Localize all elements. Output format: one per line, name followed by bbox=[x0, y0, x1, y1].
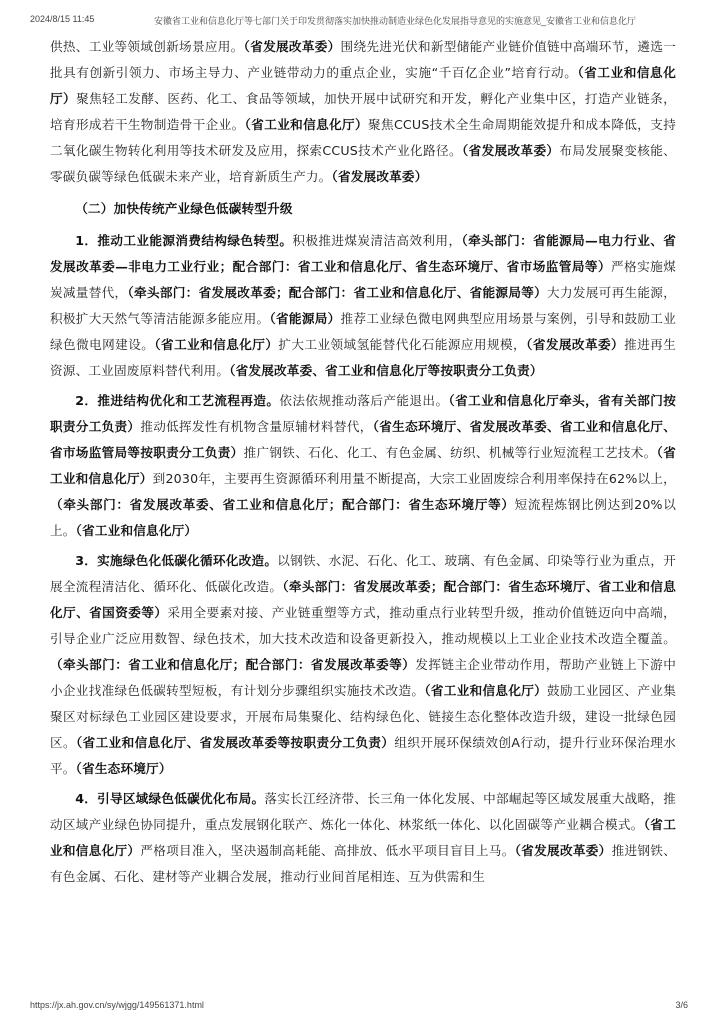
responsible-dept: （省发展改革委） bbox=[243, 39, 341, 54]
section-heading-text: （二）加快传统产业绿色低碳转型升级 bbox=[75, 201, 293, 216]
responsible-dept: （省生态环境厅） bbox=[75, 761, 172, 776]
body-text: 以钢铁、水泥、石化、化工、玻璃、有色金属、印染等行业为重点，开展全流程清洁化、循环化、低碳化改造。 bbox=[50, 553, 676, 594]
responsible-dept: （省工业和信息化厅） bbox=[424, 683, 548, 698]
responsible-dept: （省发展改革委、省工业和信息化厅等按职责分工负责） bbox=[229, 363, 543, 378]
body-text: 聚焦轻工发酵、医药、化工、食品等领域，加快开展中试研究和开发，孵化产业集中区，打造产业链条，培育形成若干生物制造骨干企业。 bbox=[50, 91, 676, 132]
responsible-dept: （省发展改革委） bbox=[526, 337, 625, 352]
responsible-dept: （省工业和信息化厅） bbox=[75, 523, 198, 538]
body-text: 严格实施煤炭减量替代， bbox=[50, 259, 676, 300]
body-text: 大力发展可再生能源，积极扩大天然气等清洁能源多能应用。 bbox=[50, 285, 676, 326]
responsible-dept: （省工业和信息化厅） bbox=[50, 817, 676, 858]
document-title: 安徽省工业和信息化厅等七部门关于印发贯彻落实加快推动制造业绿色化发展指导意见的实施意见_安徽省工业和信息化厅 bbox=[154, 16, 637, 26]
item-3-paragraph bbox=[50, 548, 676, 782]
responsible-dept: （省工业和信息化厅牵头，省有关部门按职责分工负责） bbox=[50, 393, 676, 434]
body-text: 组织开展环保绩效创A行动，提升行业环保治理水平。 bbox=[50, 735, 677, 776]
item-2-paragraph bbox=[50, 388, 676, 544]
paragraph-continued bbox=[50, 34, 676, 190]
body-text: 围绕先进光伏和新型储能产业链价值链中高端环节，遴选一批具有创新引领力、市场主导力、产业链带动力的重点企业，实施“千百亿企业”培育行动。 bbox=[50, 39, 676, 80]
body-text: 推广钢铁、石化、化工、有色金属、纺织、机械等行业短流程工艺技术。 bbox=[243, 445, 657, 460]
responsible-dept: （牵头部门：省工业和信息化厅；配合部门：省发展改革委等） bbox=[50, 657, 416, 672]
print-date: 2024/8/15 11:45 bbox=[30, 14, 95, 24]
page-number: 3/6 bbox=[675, 1000, 688, 1010]
item-title: 4．引导区域绿色低碳优化布局。 bbox=[75, 791, 265, 806]
responsible-dept: （省生态环境厅、省发展改革委、省工业和信息化厅、省市场监管局等按职责分工负责） bbox=[50, 419, 676, 460]
section-heading bbox=[50, 196, 676, 222]
responsible-dept: （牵头部门：省发展改革委、省工业和信息化厅；配合部门：省生态环境厅等） bbox=[50, 497, 515, 512]
responsible-dept: （省发展改革委） bbox=[331, 169, 428, 184]
body-text: 短流程炼钢比例达到20%以上。 bbox=[50, 497, 677, 538]
item-title: 1．推动工业能源消费结构绿色转型。 bbox=[75, 233, 293, 248]
responsible-dept: （牵头部门：省发展改革委；配合部门：省生态环境厅、省工业和信息化厅、省国资委等） bbox=[50, 579, 676, 620]
item-title: 3．实施绿色化低碳化循环化改造。 bbox=[75, 553, 278, 568]
body-text: 扩大工业领域氢能替代化石能源应用规模， bbox=[278, 337, 527, 352]
responsible-dept: （省工业和信息化厅） bbox=[244, 117, 368, 132]
responsible-dept: （省工业和信息化厅） bbox=[50, 65, 676, 106]
item-title: 2．推进结构优化和工艺流程再造。 bbox=[75, 393, 280, 408]
body-text: 布局发展聚变核能、零碳负碳等绿色低碳未来产业，培育新质生产力。 bbox=[50, 143, 676, 184]
body-text: 到2030年，主要再生资源循环利用量不断提高，大宗工业固废综合利用率保持在62%以上， bbox=[152, 471, 676, 486]
body-text: 积极推进煤炭清洁高效利用， bbox=[292, 233, 462, 248]
responsible-dept: （牵头部门：省发展改革委；配合部门：省工业和信息化厅、省能源局等） bbox=[127, 285, 548, 300]
responsible-dept: （省工业和信息化厅） bbox=[154, 337, 279, 352]
body-text: 依法依规推动落后产能退出。 bbox=[279, 393, 449, 408]
body-text: 推荐工业绿色微电网典型应用场景与案例，引导和鼓励工业绿色微电网建设。 bbox=[50, 311, 676, 352]
body-text: 采用全要素对接、产业链重塑等方式，推动重点行业转型升级，推动价值链迈向中高端，引导企业广泛应用数智、绿色技术，加大技术改造和设备更新投入，推动规模以上工业企业技术改造全覆盖。 bbox=[50, 605, 676, 646]
page-url: https://jx.ah.gov.cn/sy/wjgg/149561371.html bbox=[30, 1000, 204, 1010]
body-text: 供热、工业等领域创新场景应用。 bbox=[50, 39, 244, 54]
body-text: 发挥链主企业带动作用，帮助产业链上下游中小企业找准绿色低碳转型短板，有计划分步骤组织实施技术改造。 bbox=[50, 657, 676, 698]
page-footer bbox=[30, 1000, 688, 1014]
body-text: 鼓励工业园区、产业集聚区对标绿色工业园区建设要求，开展布局集聚化、结构绿色化、链接生态化整体改造升级，建设一批绿色园区。 bbox=[50, 683, 676, 750]
body-text: 聚焦CCUS技术全生命周期能效提升和成本降低，支持二氧化碳生物转化利用等技术研发及应用，探索CCUS技术产业化路径。 bbox=[50, 117, 676, 158]
page-header bbox=[30, 14, 688, 28]
responsible-dept: （省发展改革委） bbox=[514, 843, 612, 858]
responsible-dept: （省工业和信息化厅、省发展改革委等按职责分工负责） bbox=[75, 735, 395, 750]
body-text: 落实长江经济带、长三角一体化发展、中部崛起等区域发展重大战略，推动区域产业绿色协同提升，重点发展钢化联产、炼化一体化、林浆纸一体化、以化固碳等产业耦合模式。 bbox=[50, 791, 677, 832]
item-4-paragraph bbox=[50, 786, 676, 890]
body-text: 推进钢铁、有色金属、石化、建材等产业耦合发展，推动行业间首尾相连、互为供需和生 bbox=[50, 843, 676, 884]
responsible-dept: （省能源局） bbox=[269, 311, 341, 326]
body-text: 严格项目准入，坚决遏制高耗能、高排放、低水平项目盲目上马。 bbox=[140, 843, 515, 858]
body-text: 推进再生资源、工业固废原料替代利用。 bbox=[50, 337, 676, 378]
item-1-paragraph bbox=[50, 228, 676, 384]
responsible-dept: （省发展改革委） bbox=[461, 143, 560, 158]
responsible-dept: （牵头部门：省能源局—电力行业、省发展改革委—非电力工业行业；配合部门：省工业和信息化厅、省生态环境厅、省市场监管局等） bbox=[50, 233, 676, 274]
document-body bbox=[50, 34, 676, 890]
body-text: 推动低挥发性有机物含量原辅材料替代， bbox=[140, 419, 373, 434]
responsible-dept: （省工业和信息化厅） bbox=[50, 445, 676, 486]
